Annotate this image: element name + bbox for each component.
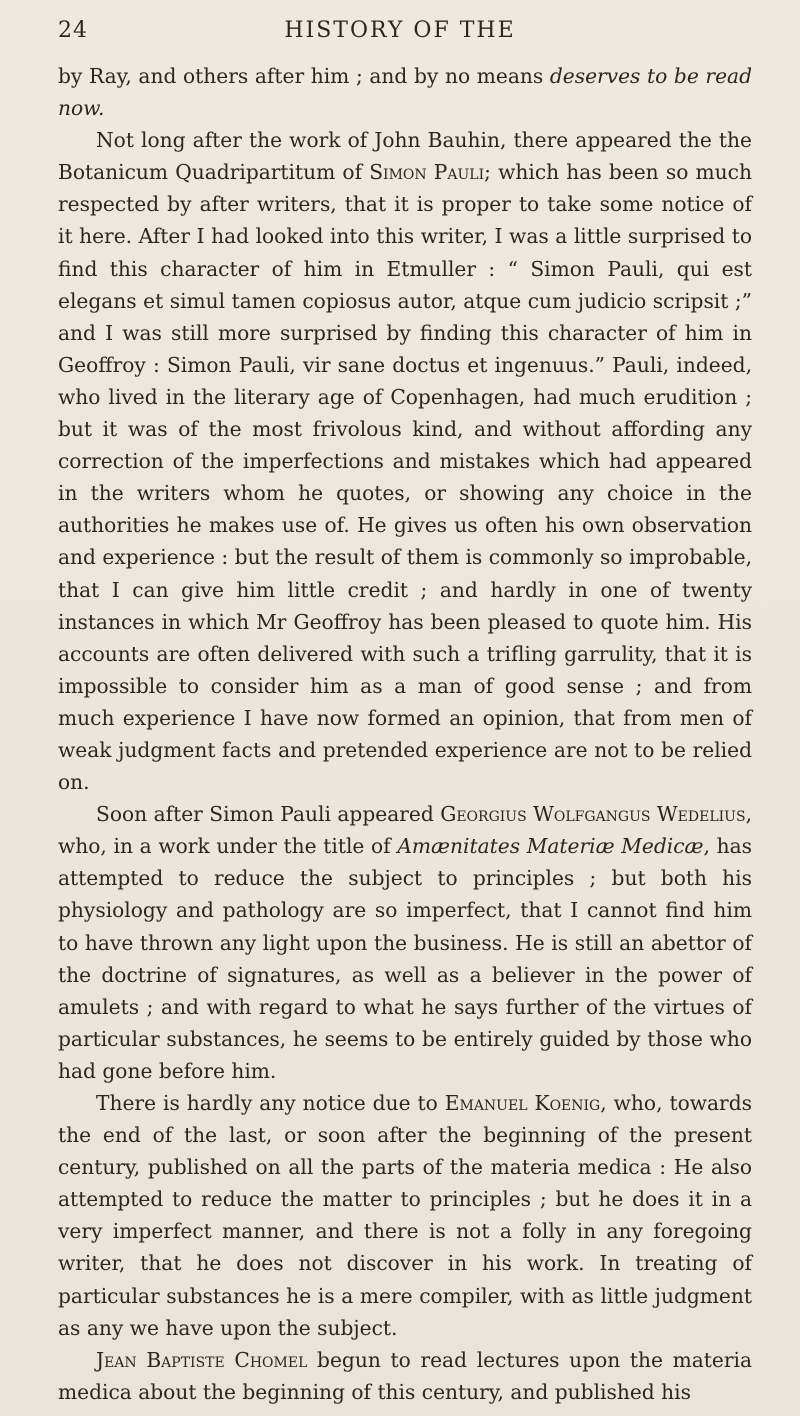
text-run: There is hardly any notice due to bbox=[96, 1091, 445, 1115]
name-smallcaps: Simon Pauli bbox=[369, 160, 485, 185]
text-run: ; which has been so much respected by after writers, that it is proper to take some notice of it here. After I had looked into this writer, I was a little surprised to find this character of him in Etmuller : “ Simon Pauli, qui est elegans et simul tamen copiosus autor, atque cum judicio scripsit ;” and I was still more surprised by finding this character of him in Geoffroy : Simon Pauli, vir sane doctus et ingenuus.” Pauli, indeed, who lived in the literary age of Copenhagen, had much erudition ; but it was of the most frivolous kind, and without affording any correction of the imperfections and mistakes which had appeared in the writers whom he quotes, or showing any choice in the authorities he makes use of. He gives us often his own observation and experience : but the result of them is commonly so improbable, that I can give him little credit ; and hardly in one of twenty instances in which Mr Geoffroy has been pleased to quote him. His accounts are often delivered with such a trifling garrulity, that it is impossible to consider him as a man of good sense ; and from much experience I have now formed an opinion, that from men of weak judgment facts and pretended experience are not to be relied on. bbox=[58, 160, 752, 795]
running-title: HISTORY OF THE bbox=[284, 18, 516, 43]
text-run: by Ray, and others after him ; and by no means bbox=[58, 64, 550, 88]
paragraph bbox=[58, 124, 752, 798]
page-number: 24 bbox=[58, 18, 88, 43]
name-smallcaps: Georgius Wolfgangus Wedelius bbox=[440, 802, 746, 827]
text-run: Soon after Simon Pauli appeared bbox=[96, 802, 441, 827]
name-smallcaps: Emanuel Koenig bbox=[444, 1091, 601, 1115]
running-head bbox=[58, 18, 742, 52]
paragraph bbox=[58, 60, 752, 124]
italic-text: Amænitates Materiæ Medicæ bbox=[397, 834, 704, 859]
paragraph bbox=[58, 1087, 752, 1344]
text-run: Not long after the work of John Bauhin, there appeared the the Botanicum Quadripartitum of bbox=[58, 128, 752, 185]
italic-text: deserves to be read now. bbox=[58, 64, 752, 121]
text-run: , has attempted to reduce the subject to principles ; but both his physiology and pathology are so imperfect, that I cannot find him to have thrown any light upon the business. He is still an abettor of the doctrine of signatures, as well as a believer in the power of amulets ; and with regard to what he says further of the virtues of particular substances, he seems to be entirely guided by those who had gone before him. bbox=[58, 834, 752, 1083]
body-text bbox=[58, 60, 752, 1408]
paragraph bbox=[58, 798, 752, 1087]
name-smallcaps: Jean Baptiste Chomel bbox=[96, 1347, 308, 1372]
text-run: begun to read lectures upon the materia medica about the beginning of this century, and published his bbox=[58, 1347, 753, 1404]
paragraph bbox=[58, 1344, 752, 1408]
text-run: , who, towards the end of the last, or soon after the beginning of the present century, published on all the parts of the materia medica : He also attempted to reduce the matter to principles ; but he does it in a very imperfect manner, and there is not a folly in any foregoing writer, that he does not discover in his work. In treating of particular substances he is a mere compiler, with as little judgment as any we have upon the subject. bbox=[58, 1091, 752, 1340]
text-run: , who, in a work under the title of bbox=[58, 802, 752, 859]
